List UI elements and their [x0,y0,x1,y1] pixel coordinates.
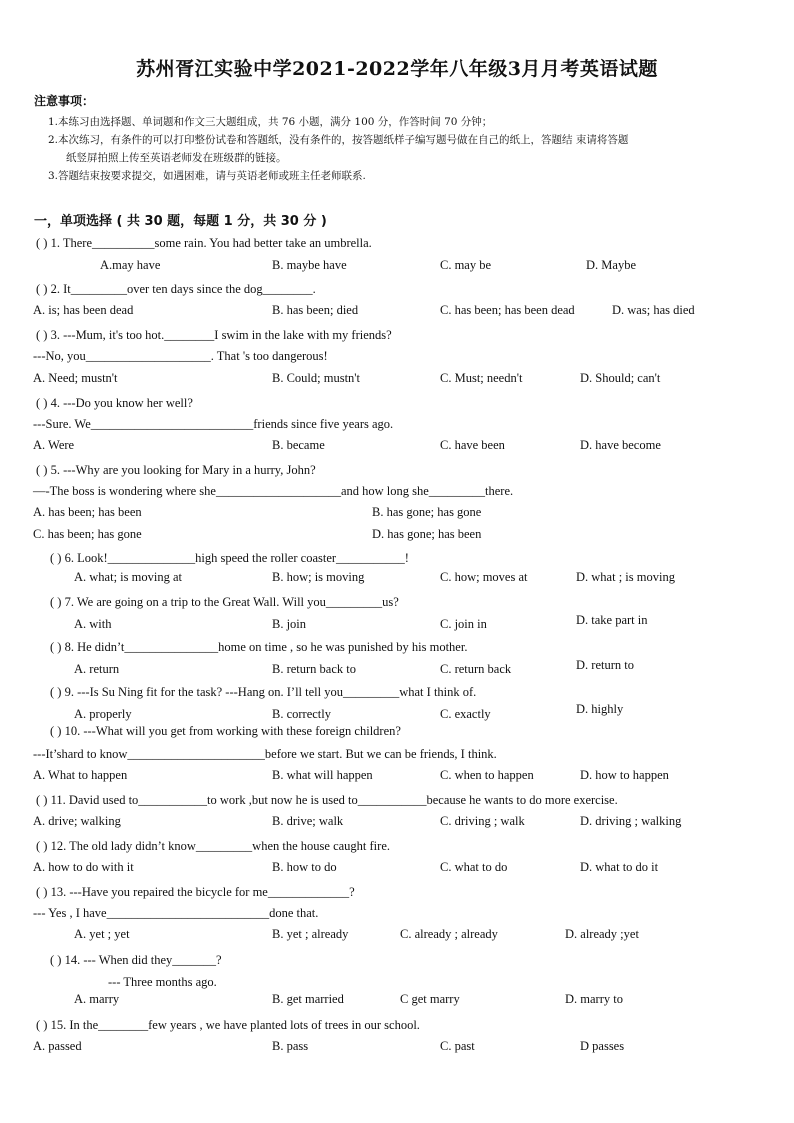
option-a: A. properly [74,707,132,721]
option-d: D. marry to [565,992,623,1006]
option-c: C. what to do [440,860,508,874]
question-2: ( ) 2. It_________over ten days since the dog________. [36,282,316,296]
question-15: ( ) 15. In the________few years , we have planted lots of trees in our school. [36,1018,420,1032]
question-4-answer-line: ---Sure. We__________________________friends since five years ago. [33,417,394,431]
option-c: C. when to happen [440,768,534,782]
option-d: D. what to do it [580,860,659,874]
option-b: B. join [272,617,307,631]
option-b: B. how to do [272,860,337,874]
question-10: ( ) 10. ---What will you get from working with these foreign children? [50,724,401,738]
option-c: C. has been; has gone [33,527,142,541]
option-d: D. highly [576,702,624,716]
question-12: ( ) 12. The old lady didn’t know_________when the house caught fire. [36,839,390,853]
question-5-answer-line: —-The boss is wondering where she____________________and how long she_________there. [33,484,514,498]
option-a: A. with [74,617,112,631]
option-d: D. Maybe [586,258,636,272]
question-6: ( ) 6. Look!______________high speed the roller coaster___________! [50,551,409,565]
option-c: C. join in [440,617,487,631]
option-a: A. how to do with it [33,860,134,874]
option-c: C. how; moves at [440,570,528,584]
question-3: ( ) 3. ---Mum, it's too hot.________I swim in the lake with my friends? [36,328,392,342]
notice-line: 3.答题结束按要求提交，如遇困难，请与英语老师或班主任老师联系. [48,170,366,182]
option-d: D. have become [580,438,661,452]
question-9: ( ) 9. ---Is Su Ning fit for the task? ---Hang on. I’ll tell you_________what I think of. [50,685,477,699]
notice-heading: 注意事项： [34,94,95,108]
option-d: D. driving ; walking [580,814,682,828]
option-a: A. return [74,662,120,676]
option-d: D. take part in [576,613,648,627]
option-c: C. already ; already [400,927,498,941]
question-10-answer-line: ---It’shard to know______________________before we start. But we can be friends, I think. [33,747,497,761]
option-b: B. yet ; already [272,927,349,941]
question-14-answer-line: --- Three months ago. [108,975,217,989]
option-b: B. pass [272,1039,309,1053]
option-c: C. past [440,1039,475,1053]
option-c: C. has been; has been dead [440,303,575,317]
notice-line: 纸竖屏拍照上传至英语老师发在班级群的链接。 [66,152,287,164]
option-a: A. Were [33,438,75,452]
option-b: B. has gone; has gone [372,505,482,519]
option-b: B. correctly [272,707,332,721]
option-d: D. what ; is moving [576,570,675,584]
option-c: C. driving ; walk [440,814,525,828]
option-c: C. return back [440,662,512,676]
option-b: B. how; is moving [272,570,365,584]
page-title: 苏州胥江实验中学2021-2022学年八年级3月月考英语试题 [136,58,658,80]
option-a: A. What to happen [33,768,128,782]
option-c: C. exactly [440,707,491,721]
notice-line: 2.本次练习，有条件的可以打印整份试卷和答题纸，没有条件的，按答题纸样子编写题号做在自己的纸上，答题结 束请将答题 [48,134,629,146]
option-a: A. passed [33,1039,82,1053]
option-d: D. Should; can't [580,371,661,385]
option-d: D. return to [576,658,634,672]
question-3-answer-line: ---No, you____________________. That 's too dangerous! [33,349,328,363]
question-5: ( ) 5. ---Why are you looking for Mary in a hurry, John? [36,463,316,477]
option-c: C. Must; needn't [440,371,523,385]
option-a: A. Need; mustn't [33,371,118,385]
option-d: D passes [580,1039,625,1053]
option-b: B. maybe have [272,258,347,272]
option-b: B. has been; died [272,303,359,317]
section-heading: 一，单项选择 ( 共 30 题，每题 1 分，共 30 分 ) [34,214,327,229]
question-4: ( ) 4. ---Do you know her well? [36,396,193,410]
question-8: ( ) 8. He didn’t_______________home on time , so he was punished by his mother. [50,640,468,654]
option-a: A. has been; has been [33,505,142,519]
option-a: A.may have [100,258,161,272]
option-b: B. get married [272,992,344,1006]
question-13-answer-line: --- Yes , I have__________________________done that. [33,906,319,920]
option-c: C get marry [400,992,460,1006]
question-7: ( ) 7. We are going on a trip to the Great Wall. Will you_________us? [50,595,399,609]
option-b: B. what will happen [272,768,373,782]
option-a: A. what; is moving at [74,570,182,584]
notice-line: 1.本练习由选择题、单词题和作文三大题组成，共 76 小题，满分 100 分，作答时间 70 分钟； [48,116,493,128]
question-1: ( ) 1. There__________some rain. You had better take an umbrella. [36,236,372,250]
option-d: D. has gone; has been [372,527,482,541]
option-d: D. already ;yet [565,927,639,941]
option-b: B. drive; walk [272,814,344,828]
option-b: B. became [272,438,325,452]
option-b: B. Could; mustn't [272,371,361,385]
option-a: A. drive; walking [33,814,121,828]
question-13: ( ) 13. ---Have you repaired the bicycle for me_____________? [36,885,355,899]
question-14: ( ) 14. --- When did they_______? [50,953,222,967]
option-a: A. yet ; yet [74,927,130,941]
option-b: B. return back to [272,662,357,676]
option-d: D. how to happen [580,768,669,782]
option-c: C. have been [440,438,505,452]
option-a: A. marry [74,992,120,1006]
option-d: D. was; has died [612,303,695,317]
question-11: ( ) 11. David used to___________to work ,but now he is used to___________because he wants to do more exercise. [36,793,618,807]
option-a: A. is; has been dead [33,303,134,317]
option-c: C. may be [440,258,492,272]
